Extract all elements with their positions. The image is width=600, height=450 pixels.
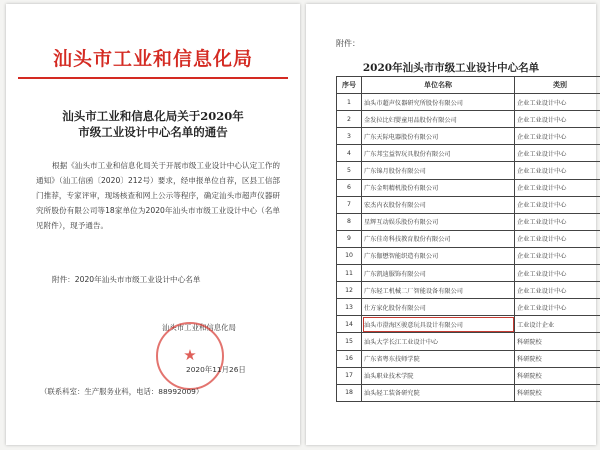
header-name: 单位名称 [362,77,515,94]
notice-title [26,108,280,140]
row-category: 科研院校 [515,384,600,401]
row-category: 企业工业设计中心 [515,145,600,162]
row-company-name: 广东省粤东技师学院 [362,350,515,367]
row-number: 11 [337,265,362,282]
seal-star-icon: ★ [183,346,197,364]
row-number: 12 [337,282,362,299]
row-company-name: 金发拉比妇婴童用品股份有限公司 [362,111,515,128]
notice-title-line-2: 市级工业设计中心名单的通告 [78,125,228,139]
row-company-name: 广东锦月股份有限公司 [362,162,515,179]
row-company-name: 汕头市超声仪器研究所股份有限公司 [362,94,515,111]
table-row [337,265,600,282]
table-row [337,179,600,196]
table-row [337,111,600,128]
table-row [337,316,600,333]
row-category: 工业设计企业 [515,316,600,333]
row-category: 企业工业设计中心 [515,247,600,264]
row-category: 企业工业设计中心 [515,111,600,128]
row-company-name: 广东金明精机股份有限公司 [362,179,515,196]
table-header-row [337,77,600,94]
notice-page [6,4,300,445]
row-number: 4 [337,145,362,162]
row-company-name: 汕头职业技术学院 [362,367,515,384]
row-number: 14 [337,316,362,333]
row-company-name: 星辉互动娱乐股份有限公司 [362,213,515,230]
row-company-name: 广东伽懋智能织造有限公司 [362,247,515,264]
row-company-name: 仕方家化股份有限公司 [362,299,515,316]
row-company-name: 广东凯迪服饰有限公司 [362,265,515,282]
row-number: 3 [337,128,362,145]
row-company-name: 汕头市澄海区骏意玩具设计有限公司 [362,316,515,333]
row-company-name: 广东轻工机械二厂智能设备有限公司 [362,282,515,299]
notice-title-line-1: 汕头市工业和信息化局关于2020年 [62,109,244,123]
row-category: 科研院校 [515,367,600,384]
table-row [337,333,600,350]
letterhead-red-rule [18,77,288,79]
row-company-name: 汕头大学长江工业设计中心 [362,333,515,350]
row-number: 15 [337,333,362,350]
table-row [337,282,600,299]
row-company-name: 广东邦宝益智玩具股份有限公司 [362,145,515,162]
row-number: 10 [337,247,362,264]
row-number: 5 [337,162,362,179]
row-number: 6 [337,179,362,196]
list-title: 2020年汕头市市级工业设计中心名单 [362,62,540,74]
row-category: 企业工业设计中心 [515,162,600,179]
design-center-table [336,76,600,402]
row-company-name: 宏杰内衣股份有限公司 [362,196,515,213]
table-row [337,94,600,111]
table-row [337,350,600,367]
row-category: 科研院校 [515,350,600,367]
table-row [337,230,600,247]
sign-date: 2020年11月26日 [186,365,246,374]
row-number: 13 [337,299,362,316]
row-company-name: 汕头轻工装备研究院 [362,384,515,401]
row-number: 1 [337,94,362,111]
table-row [337,299,600,316]
row-number: 16 [337,350,362,367]
table-row [337,367,600,384]
table-row [337,247,600,264]
row-company-name: 广东天际电器股份有限公司 [362,128,515,145]
row-number: 17 [337,367,362,384]
row-company-name: 广东佳奇科技教育股份有限公司 [362,230,515,247]
signer: 汕头市工业和信息化局 [162,323,236,332]
row-number: 9 [337,230,362,247]
notice-body: 根据《汕头市工业和信息化局关于开展市级工业设计中心认定工作的通知》（汕工信函〔2020〕212号）要求，经申报单位自荐，区县工信部门推荐，专家评审，现场核查和网上公示等程序，确定汕头市超声仪器研究所股份有限公司等18家单位为2020年汕头市市级工业设计中心（名单见附件），现予通告。 [36,161,280,230]
table-row [337,384,600,401]
row-category: 企业工业设计中心 [515,179,600,196]
attachment-note: 附件：2020年汕头市市级工业设计中心名单 [52,275,201,284]
row-category: 企业工业设计中心 [515,265,600,282]
row-number: 2 [337,111,362,128]
row-category: 企业工业设计中心 [515,282,600,299]
row-category: 企业工业设计中心 [515,230,600,247]
table-row [337,162,600,179]
row-category: 科研院校 [515,333,600,350]
row-number: 18 [337,384,362,401]
table-body [337,94,600,402]
letterhead: 汕头市工业和信息化局 [52,48,253,70]
row-number: 7 [337,196,362,213]
row-category: 企业工业设计中心 [515,213,600,230]
table-row [337,128,600,145]
table-row [337,145,600,162]
official-seal [156,322,224,390]
header-no: 序号 [337,77,362,94]
attachment-page [306,4,596,445]
row-category: 企业工业设计中心 [515,128,600,145]
row-category: 企业工业设计中心 [515,94,600,111]
row-category: 企业工业设计中心 [515,299,600,316]
contact-info: （联系科室：生产服务业科，电话：88992009） [40,387,204,396]
header-category: 类别 [515,77,600,94]
row-category: 企业工业设计中心 [515,196,600,213]
attachment-label: 附件： [336,39,360,48]
table-row [337,196,600,213]
row-number: 8 [337,213,362,230]
table-row [337,213,600,230]
